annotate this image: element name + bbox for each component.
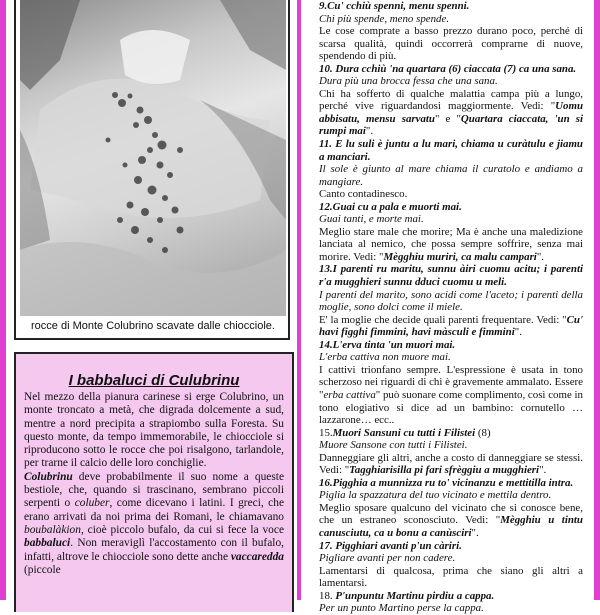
body-text: Meglio stare male che morire; Ma è anche una maledizione lanciata al nemico, che possa sempre soffrire, senza mai morire. Vedi: " xyxy=(319,225,583,263)
right-border xyxy=(594,0,600,600)
paragraph-text: , cioè piccolo bufalo, da cui si fece la voce xyxy=(80,523,284,536)
article-paragraph-2 xyxy=(24,471,284,577)
rock-texture xyxy=(20,0,286,316)
body-text: E' la moglie che decide quali parenti frequentare. Vedi: " xyxy=(319,313,567,326)
proverb-10-body xyxy=(319,88,583,138)
number: 18. xyxy=(319,589,336,602)
proverb-14-translation: L'erba cattiva non muore mai. xyxy=(319,351,451,364)
proverb-17-body: Lamentarsi di qualcosa, prima che siano gli altri a lamentarsi. xyxy=(319,564,583,590)
proverbs-column xyxy=(319,0,583,615)
quote: Uomu abbisatu, mensu sarvatu xyxy=(319,100,583,125)
proverb-11-heading: 11. E lu suli è juntu a lu mari, chiama u curàtulu e jiamu a manciari. xyxy=(319,138,583,163)
body-text: Danneggiare gli altri, anche a costo di danneggiare se stessi. Vedi: " xyxy=(319,451,583,477)
proverb-15-body xyxy=(319,452,583,477)
proverb-15-heading xyxy=(319,427,583,440)
body-text: Chi ha sofferto di qualche malattia campa più a lungo, perché vive riguardandosi maggiormente. Vedi: " xyxy=(319,87,583,113)
proverb-13-translation: I parenti del marito, sono acidi come l'aceto; i parenti della moglie, sono dolci come il miele. xyxy=(319,288,583,314)
heading-text: Muori Sansuni cu tutti i Filistei xyxy=(332,426,476,439)
vaccaredda-word: vaccaredda xyxy=(230,550,284,563)
paragraph-text: . Non meraviglì l'accostamento con il bufalo, infatti, altrove le chiocciole sono dette anche xyxy=(24,537,284,563)
photo-frame xyxy=(14,0,290,340)
proverb-12-translation: Guai tanti, e morte mai. xyxy=(319,213,424,226)
article-title: I babbaluci di Culubrinu xyxy=(68,372,240,389)
footnote-ref: (8) xyxy=(475,426,491,439)
proverb-11-translation: Il sole è giunto al mare chiama il curatolo e andiamo a mangiare. xyxy=(319,163,583,188)
babbaluci-word: babbaluci xyxy=(24,537,71,550)
quote: Mègghiu muriri, ca malu campari xyxy=(383,250,537,263)
proverb-18-heading xyxy=(319,590,583,603)
paragraph-text: (piccole xyxy=(24,563,61,576)
quote: erba cattiva xyxy=(323,388,376,401)
body-text: " e " xyxy=(435,112,461,125)
boubalakion-word: boubalàkion xyxy=(24,523,81,536)
proverb-14-heading: 14.L'erva tinta 'un muori mai. xyxy=(319,338,456,351)
body-text: ". xyxy=(471,526,479,539)
proverb-10-translation: Dura più una brocca fessa che una sana. xyxy=(319,75,498,88)
proverb-17-translation: Pigliare avanti per non cadere. xyxy=(319,552,456,565)
body-text: I cattivi trionfano sempre. L'espressione è usata in tono scherzoso nei riguardi di chi è gravemente ammalato. Essere " xyxy=(319,363,583,401)
proverb-14-body xyxy=(319,364,583,427)
proverb-17-heading: 17. Pigghiari avanti p'un càriri. xyxy=(319,539,462,552)
proverb-16-heading: 16.Pigghia a munnizza ru to' vicinanzu e mettitilla intra. xyxy=(319,476,574,489)
heading-text: P'unpuntu Martinu pirdiu a cappa. xyxy=(335,589,495,602)
proverb-16-translation: Piglia la spazzatura del tuo vicinato e mettila dentro. xyxy=(319,489,552,502)
proverb-12-body xyxy=(319,226,583,264)
body-text: ". xyxy=(514,326,522,339)
proverb-16-body xyxy=(319,502,583,540)
proverb-18-translation: Per un punto Martino perse la cappa. xyxy=(319,602,484,615)
article-paragraph-1: Nel mezzo della pianura carinese si erge Colubrino, un monte troncato a metà, che digrada dolcemente a sud, mentre a nord precipita a strapiombo sulla Foresta. Su questo monte, da tempo immemorabile, le chiocciole si riproducono sotto le rocce che poi risalgono, tarlandole, per trarne il calcio delle loro conchiglie. xyxy=(24,391,284,470)
proverb-11-body: Canto contadinesco. xyxy=(319,188,408,201)
proverb-13-body xyxy=(319,314,583,339)
body-text: ". xyxy=(539,464,547,477)
number: 15. xyxy=(319,426,333,439)
body-text: " può suonare come complimento, così come in tono elogiativo si dice ad un bambino: cornutello …lazzarone… ecc.. xyxy=(319,388,583,427)
coluber-word: coluber xyxy=(74,497,110,510)
proverb-9-body: Le cose comprate a basso prezzo durano poco, perché di scarsa qualità, quindi occorrerà comprarne di nuove, spendendo di più. xyxy=(319,25,583,63)
quote: Mègghiu u tintu canusciutu, ca u bonu a canùsciri xyxy=(319,514,583,539)
proverb-12-heading: 12.Guai cu a pala e muorti mai. xyxy=(319,200,462,213)
colubrinu-word: Colubrinu xyxy=(24,470,73,483)
body-text: ". xyxy=(365,125,374,138)
article-box xyxy=(14,352,294,612)
quote: Cu' havi figghi fimmini, havi màsculi e fimmini xyxy=(319,313,583,339)
quote: Tagghiarisilla pi fari sfrèggiu a mugghieri xyxy=(349,464,540,477)
left-border xyxy=(0,0,6,600)
proverb-13-heading: 13.I parenti ru maritu, sunnu àiri cuomu acitu; i parenti r'a mugghieri sunnu dduci cuomu u meli. xyxy=(319,263,583,289)
proverb-10-heading: 10. Dura cchiù 'na quartara (6) ciaccata (7) ca una sana. xyxy=(319,62,577,75)
paragraph-text: , come dicevano i latini. I greci, che erano arrivati da noi prima dei Romani, le chiamavano xyxy=(24,497,284,523)
paragraph-text: deve probabilmente il suo nome a queste bestiole, che, quando si trascinano, sembrano piccoli serpenti o xyxy=(24,470,284,510)
rock-photo xyxy=(20,0,286,316)
body-text: Meglio sposare qualcuno del vicinato che si conosce bene, che un estraneo sconosciuto. Vedi: " xyxy=(319,501,583,527)
column-divider xyxy=(297,0,301,600)
body-text: ". xyxy=(536,250,545,263)
quote: Quartara ciaccata, 'un si rumpi mai xyxy=(319,112,583,138)
proverb-9-heading: 9.Cu' cchiù spenni, menu spenni. xyxy=(319,0,470,12)
photo-caption: rocce di Monte Colubrino scavate dalle chiocciole. xyxy=(31,320,275,332)
proverb-15-translation: Muore Sansone con tutti i Filistei. xyxy=(319,439,468,452)
proverb-9-translation: Chi più spende, meno spende. xyxy=(319,12,450,25)
